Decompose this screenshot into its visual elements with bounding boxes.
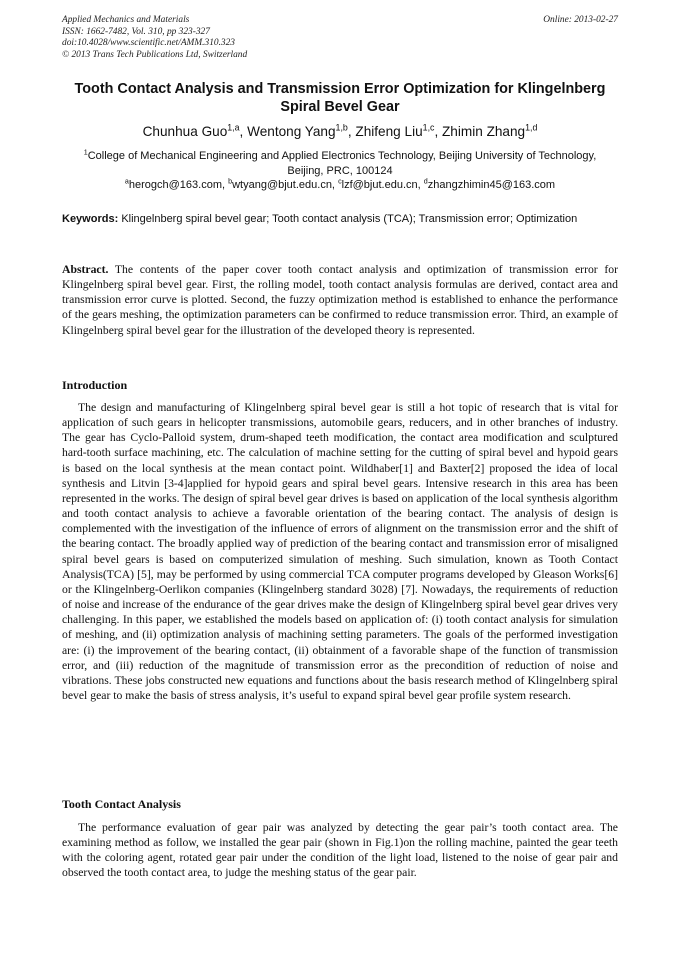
online-date: Online: 2013-02-27: [543, 15, 618, 25]
email-address[interactable]: zhangzhimin45@163.com: [427, 179, 556, 191]
author-name: Wentong Yang: [247, 124, 336, 139]
email-sup: d: [423, 177, 428, 186]
keywords-text: Klingelnberg spiral bevel gear; Tooth contact analysis (TCA); Transmission error; Optimization: [121, 213, 578, 225]
journal-header: [62, 15, 618, 61]
abstract: [62, 262, 618, 338]
copyright-line: © 2013 Trans Tech Publications Ltd, Switzerland: [62, 49, 248, 60]
author-sup: 1,a: [227, 122, 240, 133]
author-list: Chunhua Guo$^{1,a}$, Wentong Yang$^{1,b}$, Zhifeng Liu$^{1,c}$, Zhimin Zhang$^{1,d}$: [142, 122, 538, 139]
journal-name: Applied Mechanics and Materials: [62, 15, 190, 25]
affiliation-text: College of Mechanical Engineering and Applied Electronics Technology, Beijing University of Technology, Beijing, PRC, 100124: [87, 150, 597, 177]
email-address[interactable]: lzf@bjut.edu.cn,: [341, 179, 421, 191]
email-address[interactable]: wtyang@bjut.edu.cn,: [232, 179, 335, 191]
email-sup: c: [338, 177, 342, 186]
author-name: Zhifeng Liu: [355, 124, 423, 139]
tca-text: The performance evaluation of gear pair was analyzed by detecting the gear pair’s tooth contact area. The examining method as follow, we installed the gear pair (shown in Fig.1)on the rolling machine, painted the gear teeth with the coloring agent, rotated gear pair under the condition of the light load, listened to the noise of gear pair and observed the tooth contact area, to judge the meshing status of the gear pair.: [62, 821, 618, 880]
doi-line[interactable]: doi:10.4028/www.scientific.net/AMM.310.323: [62, 38, 235, 49]
keywords-label: Keywords:: [62, 213, 119, 225]
abstract-text: The contents of the paper cover tooth contact analysis and optimization of transmission error for Klingelnberg spiral bevel gear. First, the rolling model, tooth contact analysis formulas are derived, contact area and transmission error curve is plotted. Second, the fuzzy optimization method is established to enhance the performance of the gears meshing, the optimization parameters can be confirmed to reduce transmission error. Third, an example of Klingelnberg spiral bevel gear for the illustration of the developed theory is represented.: [62, 263, 619, 337]
issn-line: ISSN: 1662-7482, Vol. 310, pp 323-327: [62, 26, 210, 37]
keywords: [62, 212, 618, 227]
section-heading-introduction: Introduction: [62, 378, 128, 392]
abstract-label: Abstract.: [62, 263, 109, 276]
author-sup: 1,d: [525, 122, 538, 133]
affiliation: [72, 149, 608, 178]
affiliation-sup: 1: [83, 148, 88, 157]
introduction-text: The design and manufacturing of Klingelnberg spiral bevel gear is still a hot topic of research that is vital for application of such gears in helicopter transmissions, automobile gears, reducers, and in other branches of industry. The gear has Cyclo-Palloid system, drum-shaped teeth modification, the contact area modification and sculptured hard-tooth surface machining, etc. The calculation of machine setting for the cutting of spiral bevel and hypoid gears is based on the local synthesis at the mean contact point. Wildhaber[1] and Baxter[2] proposed the idea of local synthesis and Litvin [3-4]applied for hypoid gears and spiral bevel gears. Intensive research in this area has been represented in the works. The design of spiral bevel gear drives is based on application of the local synthesis algorithm and tooth contact analysis to achieve a favorable orientation of the bearing contact. The analysis of design is complemented with the investigation of the influence of errors of alignment on the transmission error and the shift of the bearing contact. The broadly applied way of prediction of the bearing contact and transmission error of misaligned spiral bevel gears is based on computerized simulation of meshing. Such simulation, known as Tooth Contact Analysis(TCA) [5], may be performed by using commercial TCA computer programs developed by Gleason Works[6] or the Klingelnberg-Oerlikon companies (Klingelnberg standard 3028) [7]. Nowadays, the requirements of reduction of noise and increase of the endurance of the gear drives make the design of Klingelnberg spiral bevel gear drives very challenging. In this paper, we established the models based on application of: (i) tooth contact analysis for simulation of meshing, and (ii) optimization analysis of machining setting parameters. The goals of the performed investigation are: (i) the improvement of the bearing contact, (ii) obtainment of a favorable shape of the function of transmission error, and (iii) reduction of the magnitude of transmission error as the precondition of reduction of noise and vibrations. These jobs constructed new equations and functions about the basis research method of Klingelnberg spiral bevel gear to make the basis of stress analysis, it’s useful to expand spiral bevel gear profile system research.: [62, 401, 618, 702]
author-name: Chunhua Guo: [142, 124, 228, 139]
author-sup: 1,b: [335, 122, 348, 133]
section-heading-tca: Tooth Contact Analysis: [62, 797, 181, 811]
author-name: Zhimin Zhang: [442, 124, 526, 139]
paper-title: Tooth Contact Analysis and Transmission Error Optimization for Klingelnberg Spiral Bevel Gear: [74, 81, 606, 115]
author-sup: 1,c: [422, 122, 435, 133]
email-list: [62, 178, 618, 193]
email-sup: b: [228, 177, 233, 186]
email-address[interactable]: herogch@163.com,: [128, 179, 226, 191]
email-sup: a: [124, 177, 129, 186]
